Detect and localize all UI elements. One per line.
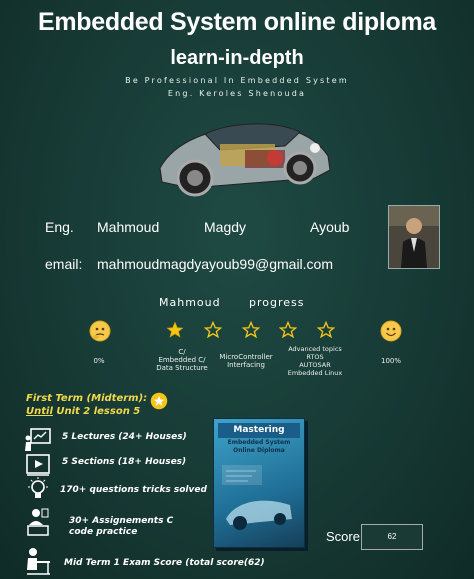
exam-score-text: Mid Term 1 Exam Score (total score(62) — [64, 558, 265, 568]
thinking-face-icon — [89, 320, 111, 342]
term-line2 — [26, 405, 147, 418]
student-assignment-icon — [24, 507, 52, 537]
score-label: Score — [326, 529, 360, 544]
video-play-icon — [24, 452, 52, 478]
star-badge-icon — [150, 392, 168, 410]
score-field[interactable] — [361, 524, 423, 550]
book-title: Mastering — [218, 423, 300, 438]
assignments-line1: 30+ Assignements C — [69, 516, 174, 526]
tagline: Be Professional In Embedded System — [125, 76, 349, 85]
author-line: Eng. Keroles Shenouda — [167, 89, 307, 98]
middle-name: Magdy — [204, 219, 247, 235]
book-car-graphic — [220, 463, 298, 541]
smiley-face-icon — [380, 320, 402, 342]
car-illustration — [150, 106, 335, 211]
stage-advanced-label: Advanced topics RTOS AUTOSAR Embedded Linux — [287, 345, 343, 377]
term-until: Until — [26, 406, 53, 417]
book-subtitle-1: Embedded System — [227, 439, 291, 446]
email-label: email: — [45, 256, 83, 272]
exam-desk-icon — [24, 546, 52, 576]
questions-text: 170+ questions tricks solved — [60, 485, 207, 495]
lectures-text: 5 Lectures (24+ Houses) — [62, 432, 187, 442]
progress-label: progress — [249, 296, 305, 309]
lecture-board-icon — [24, 427, 52, 453]
star-outline-icon — [204, 321, 222, 339]
first-name: Mahmoud — [97, 219, 160, 235]
term-line1: First Term (Midterm): — [26, 393, 148, 404]
last-name: Ayoub — [310, 219, 350, 235]
progress-start-label: 0% — [93, 357, 105, 365]
progress-name: Mahmoud — [159, 296, 221, 309]
assignments-line2: code practice — [69, 527, 138, 537]
email-value[interactable]: mahmoudmagdyayoub99@gmail.com — [97, 256, 333, 272]
page-title: Embedded System online diploma — [37, 8, 437, 36]
name-prefix: Eng. — [45, 219, 74, 235]
term-unit: Unit 2 lesson 5 — [52, 406, 141, 417]
lightbulb-icon — [24, 476, 52, 502]
sections-text: 5 Sections (18+ Houses) — [62, 457, 187, 467]
stage-c-label: C/ Embedded C/ Data Structure — [156, 348, 208, 372]
progress-end-label: 100% — [380, 357, 401, 365]
star-outline-icon — [317, 321, 335, 339]
star-filled-icon — [166, 321, 184, 339]
star-outline-icon — [242, 321, 260, 339]
profile-photo — [388, 205, 440, 269]
star-outline-icon — [279, 321, 297, 339]
page-subtitle: learn-in-depth — [170, 47, 304, 69]
course-book-cover — [213, 418, 305, 548]
book-subtitle-2: Online Diploma — [233, 447, 285, 454]
stage-mcu-label: MicroController Interfacing — [219, 353, 273, 369]
term-heading — [26, 392, 147, 418]
